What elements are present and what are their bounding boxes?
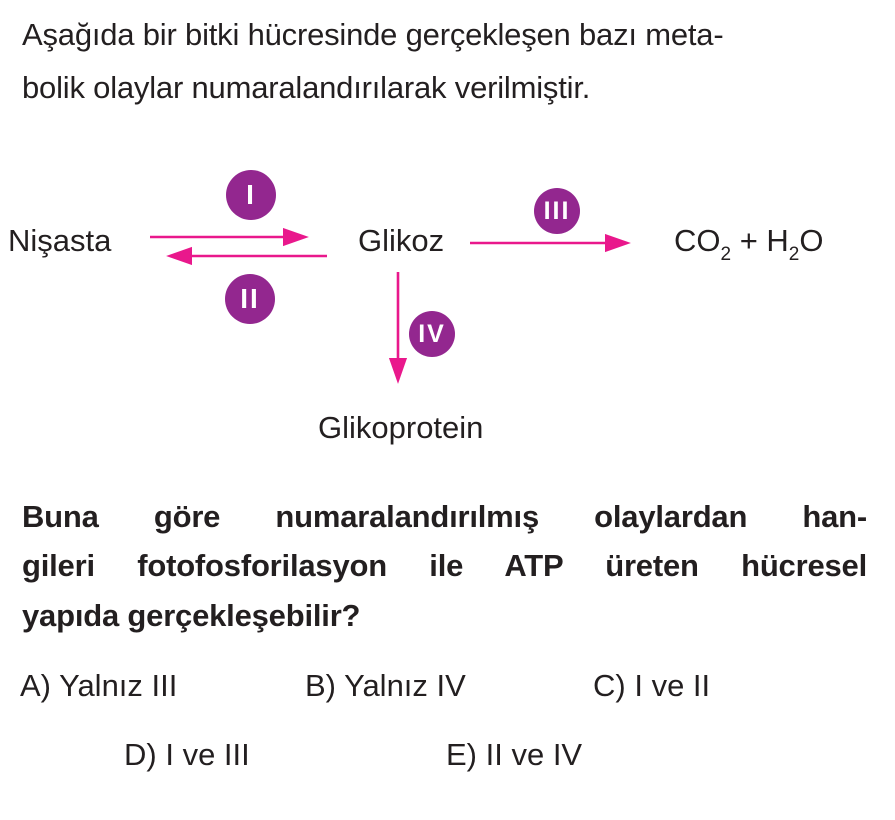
formula-plus-h: + H	[731, 223, 789, 258]
node-glycoprotein: Glikoprotein	[318, 410, 484, 445]
question-line-2: gileri fotofosforilasyon ile ATP üreten hücresel	[22, 548, 867, 583]
option-c-label: C)	[593, 668, 626, 703]
step-badge-3-label: III	[543, 196, 571, 225]
option-b-text: Yalnız IV	[344, 668, 466, 703]
option-a-text: Yalnız III	[59, 668, 178, 703]
formula-co: CO	[674, 223, 721, 258]
option-e-text: II ve IV	[485, 737, 583, 772]
option-d[interactable]	[124, 737, 250, 773]
option-c-text: I ve II	[634, 668, 711, 703]
option-e-label: E)	[446, 737, 477, 772]
step-badge-2	[225, 274, 275, 324]
option-e[interactable]	[446, 737, 582, 773]
node-starch: Nişasta	[8, 223, 112, 258]
option-d-text: I ve III	[165, 737, 250, 772]
question-line-3: yapıda gerçekleşebilir?	[22, 598, 361, 633]
node-co2-h2o	[674, 223, 824, 266]
intro-line-2: bolik olaylar numaralandırılarak verilmiştir.	[22, 70, 591, 105]
option-c[interactable]	[593, 668, 710, 704]
step-badge-1	[226, 170, 276, 220]
option-d-label: D)	[124, 737, 157, 772]
formula-co-subscript: 2	[720, 244, 732, 265]
intro-line-1: Aşağıda bir bitki hücresinde gerçekleşen bazı meta-	[22, 17, 724, 52]
step-badge-3	[534, 188, 580, 234]
option-a-label: A)	[20, 668, 51, 703]
question-line-1: Buna göre numaralandırılmış olaylardan han-	[22, 499, 867, 534]
option-b-label: B)	[305, 668, 336, 703]
step-badge-4-label: IV	[418, 319, 446, 348]
option-b[interactable]	[305, 668, 466, 704]
option-a[interactable]	[20, 668, 177, 704]
formula-h-subscript: 2	[788, 244, 800, 265]
node-glucose: Glikoz	[358, 223, 445, 258]
formula-o: O	[799, 223, 824, 258]
step-badge-4	[409, 311, 455, 357]
step-badge-1-label: I	[246, 179, 256, 210]
step-badge-2-label: II	[240, 283, 260, 314]
